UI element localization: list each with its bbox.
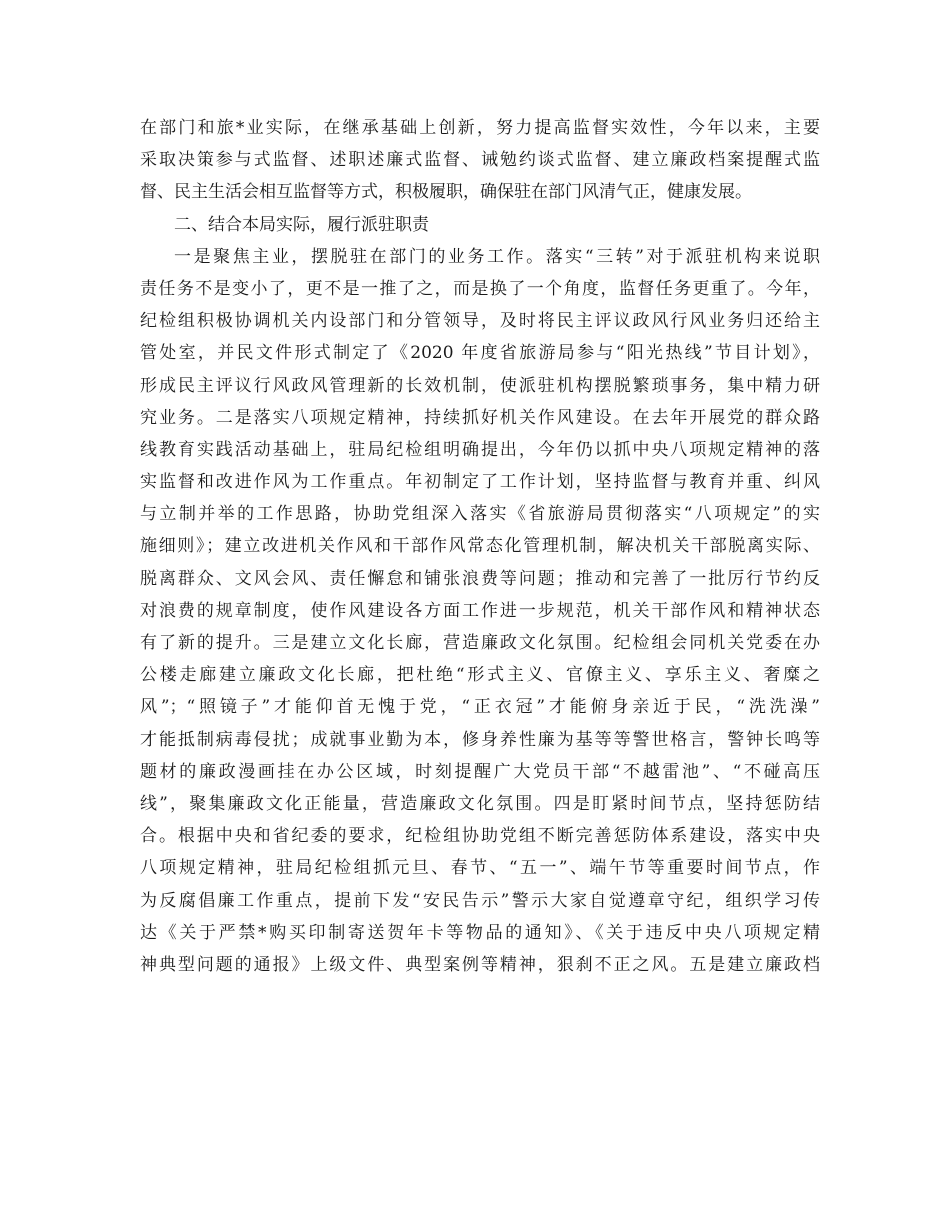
text-line: 为反腐倡廉工作重点，提前下发“安民告示”警示大家自觉遵章守纪，组织学习传 (140, 890, 820, 911)
text-line: 责任务不是变小了，更不是一推了之，而是换了一个角度，监督任务更重了。今年， (140, 278, 820, 299)
text-line: 有了新的提升。三是建立文化长廊，营造廉政文化氛围。纪检组会同机关党委在办 (140, 633, 820, 653)
text-line: 究业务。二是落实八项规定精神，持续抓好机关作风建设。在去年开展党的群众路 (140, 407, 820, 428)
text-line: 八项规定精神，驻局纪检组抓元旦、春节、“五一”、端午节等重要时间节点，作 (140, 858, 820, 879)
text-line: 形成民主评议行风政风管理新的长效机制，使派驻机构摆脱繁琐事务，集中精力研 (140, 375, 820, 396)
text-line: 神典型问题的通报》上级文件、典型案例等精神，狠刹不正之风。五是建立廉政档 (140, 954, 820, 975)
text-line: 风”；“照镜子”才能仰首无愧于党，“正衣冠”才能俯身亲近于民，“洗洗澡” (140, 697, 820, 718)
text-line: 合。根据中央和省纪委的要求，纪检组协助党组不断完善惩防体系建设，落实中央 (140, 826, 820, 847)
text-line: 题材的廉政漫画挂在办公区域，时刻提醒广大党员干部“不越雷池”、“不碰高压 (140, 761, 820, 782)
text-line: 脱离群众、文风会风、责任懈怠和铺张浪费等问题；推动和完善了一批厉行节约反 (140, 568, 820, 589)
text-line: 线”，聚集廉政文化正能量，营造廉政文化氛围。四是盯紧时间节点，坚持惩防结 (140, 793, 820, 814)
text-line: 与立制并举的工作思路，协助党组深入落实《省旅游局贯彻落实“八项规定”的实 (140, 504, 820, 525)
text-line: 督、民主生活会相互监督等方式，积极履职，确保驻在部门风清气正，健康发展。 (140, 182, 752, 203)
text-line: 管处室，并民文件形式制定了《2020 年度省旅游局参与“阳光热线”节目计划》， (140, 343, 820, 364)
section-heading: 二、结合本局实际，履行派驻职责 (174, 214, 429, 235)
text-line: 实监督和改进作风为工作重点。年初制定了工作计划，坚持监督与教育并重、纠风 (140, 472, 820, 493)
text-line: 施细则》；建立改进机关作风和干部作风常态化管理机制，解决机关干部脱离实际、 (140, 536, 820, 557)
body-text (140, 112, 820, 981)
text-line: 对浪费的规章制度，使作风建设各方面工作进一步规范，机关干部作风和精神状态 (140, 600, 820, 621)
text-line: 纪检组积极协调机关内设部门和分管领导，及时将民主评议政风行风业务归还给主 (140, 311, 820, 332)
text-line: 线教育实践活动基础上，驻局纪检组明确提出，今年仍以抓中央八项规定精神的落 (140, 439, 820, 460)
text-line: 公楼走廊建立廉政文化长廊，把杜绝“形式主义、官僚主义、享乐主义、奢糜之 (140, 665, 820, 686)
text-line: 达《关于严禁*购买印制寄送贺年卡等物品的通知》、《关于违反中央八项规定精 (140, 922, 820, 943)
text-line: 采取决策参与式监督、述职述廉式监督、诫勉约谈式监督、建立廉政档案提醒式监 (140, 150, 820, 171)
text-line: 一是聚焦主业，摆脱驻在部门的业务工作。落实“三转”对于派驻机构来说职 (174, 246, 820, 267)
text-line: 才能抵制病毒侵扰；成就事业勤为本，修身养性廉为基等等警世格言，警钟长鸣等 (140, 729, 820, 750)
text-line: 在部门和旅*业实际，在继承基础上创新，努力提高监督实效性，今年以来，主要 (140, 118, 820, 138)
